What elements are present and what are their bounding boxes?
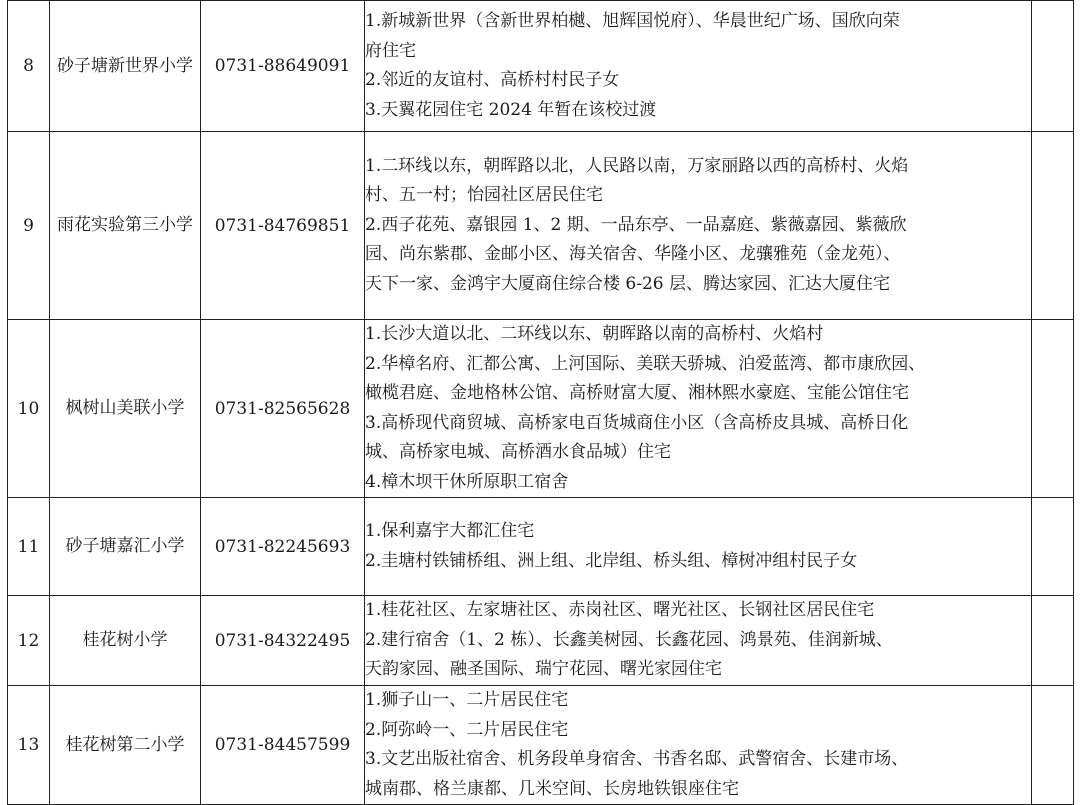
table-row bbox=[8, 1, 1074, 132]
phone-number: 0731-84769851 bbox=[201, 132, 365, 320]
phone-number: 0731-82565628 bbox=[201, 320, 365, 498]
area-line: 2.西子花苑、嘉银园 1、2 期、一品东亭、一品嘉庭、紫薇嘉园、紫薇欣 bbox=[365, 214, 907, 235]
area-line: 1.桂花社区、左家塘社区、赤岗社区、曙光社区、长钢社区居民住宅 bbox=[365, 600, 875, 621]
area-line: 2.圭塘村铁铺桥组、洲上组、北岸组、桥头组、樟树冲组村民子女 bbox=[365, 550, 858, 571]
table-row bbox=[8, 686, 1074, 805]
enrollment-area bbox=[365, 596, 1032, 686]
school-name: 桂花树第二小学 bbox=[50, 686, 201, 805]
area-line: 2.阿弥岭一、二片居民住宅 bbox=[365, 719, 569, 740]
row-number: 11 bbox=[8, 498, 50, 596]
note-cell bbox=[1032, 596, 1074, 686]
enrollment-area bbox=[365, 320, 1032, 498]
row-number: 10 bbox=[8, 320, 50, 498]
area-line: 1.狮子山一、二片居民住宅 bbox=[365, 690, 569, 710]
note-cell bbox=[1032, 686, 1074, 805]
school-name: 雨花实验第三小学 bbox=[50, 132, 201, 320]
area-line: 3.高桥现代商贸城、高桥家电百货城商住小区（含高桥皮具城、高桥日化 bbox=[365, 412, 909, 433]
area-line: 2.华樟名府、汇都公寓、上河国际、美联天骄城、泊爱蓝湾、都市康欣园、 bbox=[365, 353, 926, 374]
row-number: 8 bbox=[8, 1, 50, 132]
table-row bbox=[8, 320, 1074, 498]
phone-number: 0731-84322495 bbox=[201, 596, 365, 686]
area-line: 城、高桥家电城、高桥酒水食品城）住宅 bbox=[365, 442, 671, 462]
table-body bbox=[8, 1, 1074, 805]
note-cell bbox=[1032, 132, 1074, 320]
school-zone-table bbox=[7, 0, 1074, 805]
row-number: 12 bbox=[8, 596, 50, 686]
area-line: 橄榄君庭、金地格林公馆、高桥财富大厦、湘林熙水豪庭、宝能公馆住宅 bbox=[365, 383, 909, 403]
area-line: 府住宅 bbox=[365, 40, 416, 61]
note-cell bbox=[1032, 1, 1074, 132]
phone-number: 0731-84457599 bbox=[201, 686, 365, 805]
note-cell bbox=[1032, 320, 1074, 498]
school-name: 砂子塘新世界小学 bbox=[50, 1, 201, 132]
area-line: 1.保利嘉宇大都汇住宅 bbox=[365, 521, 535, 541]
area-line: 天韵家园、融圣国际、瑞宁花园、曙光家园住宅 bbox=[365, 659, 722, 680]
enrollment-area bbox=[365, 498, 1032, 596]
school-name: 枫树山美联小学 bbox=[50, 320, 201, 498]
area-line: 城南郡、格兰康都、几米空间、长房地铁银座住宅 bbox=[365, 778, 739, 799]
row-number: 9 bbox=[8, 132, 50, 320]
enrollment-area bbox=[365, 686, 1032, 805]
area-line: 1.二环线以东，朝晖路以北，人民路以南，万家丽路以西的高桥村、火焰 bbox=[365, 155, 909, 176]
area-line: 1.新城新世界（含新世界柏樾、旭辉国悦府）、华晨世纪广场、国欣向荣 bbox=[365, 11, 900, 31]
area-line: 村、五一村；怡园社区居民住宅 bbox=[365, 185, 603, 206]
area-line: 3.天翼花园住宅 2024 年暂在该校过渡 bbox=[365, 99, 657, 120]
enrollment-area bbox=[365, 132, 1032, 320]
area-line: 2.建行宿舍（1、2 栋）、长鑫美树园、长鑫花园、鸿景苑、佳润新城、 bbox=[365, 629, 893, 650]
school-name: 桂花树小学 bbox=[50, 596, 201, 686]
phone-number: 0731-82245693 bbox=[201, 498, 365, 596]
area-line: 园、尚东紫郡、金邮小区、海关宿舍、华隆小区、龙骧雅苑（金龙苑）、 bbox=[365, 244, 901, 265]
enrollment-area bbox=[365, 1, 1032, 132]
phone-number: 0731-88649091 bbox=[201, 1, 365, 132]
row-number: 13 bbox=[8, 686, 50, 805]
table-row bbox=[8, 596, 1074, 686]
table-row bbox=[8, 132, 1074, 320]
area-line: 1.长沙大道以北、二环线以东、朝晖路以南的高桥村、火焰村 bbox=[365, 324, 824, 344]
area-line: 天下一家、金鸿宇大厦商住综合楼 6-26 层、腾达家园、汇达大厦住宅 bbox=[365, 273, 890, 294]
area-line: 4.樟木坝干休所原职工宿舍 bbox=[365, 471, 569, 492]
note-cell bbox=[1032, 498, 1074, 596]
area-line: 2.邻近的友谊村、高桥村村民子女 bbox=[365, 70, 620, 90]
area-line: 3.文艺出版社宿舍、机务段单身宿舍、书香名邸、武警宿舍、长建市场、 bbox=[365, 749, 909, 769]
school-name: 砂子塘嘉汇小学 bbox=[50, 498, 201, 596]
table-row bbox=[8, 498, 1074, 596]
